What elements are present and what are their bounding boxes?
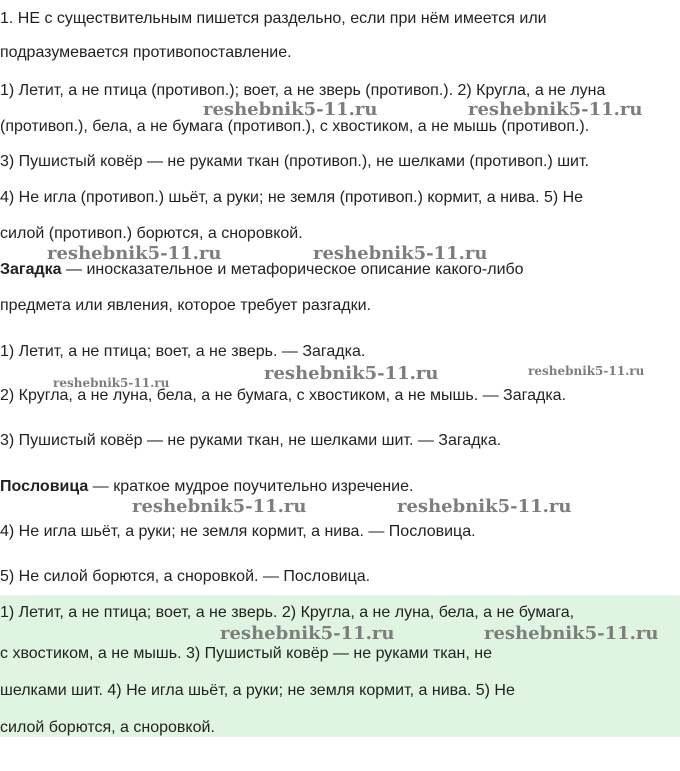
answer-line-3: шелками шит. 4) Не игла шьёт, а руки; не земля кормит, а нива. 5) Не xyxy=(0,682,515,699)
proverb-item-5: 5) Не силой борются, а сноровкой. — Пословица. xyxy=(0,568,371,585)
examples-line-4: 4) Не игла (противоп.) шьёт, а руки; не земля (противоп.) кормит, а нива. 5) Не xyxy=(0,189,584,206)
answer-line-1: 1) Летит, а не птица; воет, а не зверь. 2) Кругла, а не луна, бела, а не бумага, xyxy=(0,604,575,621)
watermark: reshebnik5-11.ru xyxy=(203,99,378,120)
proverb-definition xyxy=(0,477,413,497)
watermark: reshebnik5-11.ru xyxy=(53,376,170,390)
riddle-definition-line-2: предмета или явления, которое требует разгадки. xyxy=(0,297,372,314)
watermark: reshebnik5-11.ru xyxy=(468,99,643,120)
riddle-item-3: 3) Пушистый ковёр — не руками ткан, не шелками шит. — Загадка. xyxy=(0,432,502,449)
answer-line-2: с хвостиком, а не мышь. 3) Пушистый ковёр — не руками ткан, не xyxy=(0,645,492,662)
watermark: reshebnik5-11.ru xyxy=(47,243,222,264)
riddle-item-1: 1) Летит, а не птица; воет, а не зверь. — Загадка. xyxy=(0,343,366,360)
riddle-definition-text: — иносказательное и метафорическое описание какого-либо xyxy=(61,261,524,278)
riddle-item-2: 2) Кругла, а не луна, бела, а не бумага, с хвостиком, а не мышь. — Загадка. xyxy=(0,387,567,404)
watermark: reshebnik5-11.ru xyxy=(264,363,439,384)
watermark: reshebnik5-11.ru xyxy=(528,364,645,378)
answer-line-4: силой борются, а сноровкой. xyxy=(0,719,215,736)
proverb-term: Пословица xyxy=(0,478,89,495)
watermark: reshebnik5-11.ru xyxy=(220,623,395,644)
rule-line-1: 1. НЕ с существительным пишется раздельно, если при нём имеется или xyxy=(0,10,547,27)
proverb-item-4: 4) Не игла шьёт, а руки; не земля кормит, а нива. — Пословица. xyxy=(0,523,476,540)
riddle-definition-line-1 xyxy=(0,260,524,280)
watermark: reshebnik5-11.ru xyxy=(484,623,659,644)
watermark: reshebnik5-11.ru xyxy=(397,496,572,517)
rule-line-2: подразумевается противопоставление. xyxy=(0,44,292,61)
riddle-term: Загадка xyxy=(0,261,62,278)
watermark: reshebnik5-11.ru xyxy=(313,243,488,264)
proverb-definition-text: — краткое мудрое поучительно изречение. xyxy=(88,478,414,495)
examples-line-2: (противоп.), бела, а не бумага (противоп.), с хвостиком, а не мышь (противоп.). xyxy=(0,118,590,135)
examples-line-5: силой (противоп.) борются, а сноровкой. xyxy=(0,225,303,242)
examples-line-3: 3) Пушистый ковёр — не руками ткан (противоп.), не шелками (противоп.) шит. xyxy=(0,153,589,170)
examples-line-1: 1) Летит, а не птица (противоп.); воет, а не зверь (противоп.). 2) Кругла, а не луна xyxy=(0,82,606,99)
watermark: reshebnik5-11.ru xyxy=(132,496,307,517)
